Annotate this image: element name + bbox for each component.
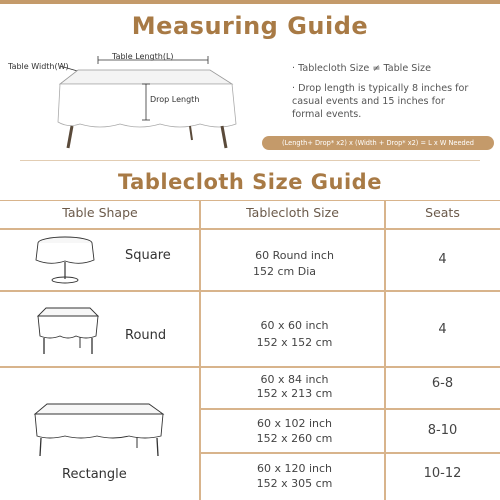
note-size: · Tablecloth Size ≠ Table Size [292,63,431,74]
size-guide-title: Tablecloth Size Guide [118,170,382,194]
grid-top [0,200,500,201]
row3-size-line2: 152 x 213 cm [256,387,333,400]
row1-size-line2: 152 cm Dia [252,265,317,278]
row2-size-line1: 60 x 60 inch [260,319,329,332]
row2-shape: Round [125,328,167,343]
grid-row2-bottom [0,366,500,368]
rectangle-table-icon [25,398,175,460]
row1-seats: 4 [438,252,447,267]
note-drop: · Drop length is typically 8 inches for casual events and 15 inches for formal events. [292,83,469,120]
row4-size-line1: 60 x 102 inch [256,417,333,430]
round-table-icon [30,234,100,286]
measuring-guide-title: Measuring Guide [131,12,369,40]
grid-row4-bottom [200,452,500,454]
row5-seats: 10-12 [423,466,462,481]
row2-size-line2: 152 x 152 cm [256,336,333,349]
table-width-label: Table Width(W) [8,62,69,71]
top-border [0,0,500,4]
table-length-label: Table Length(L) [112,52,174,61]
square-table-icon [30,300,105,358]
header-table-shape: Table Shape [62,205,138,220]
row4-size-line2: 152 x 260 cm [256,432,333,445]
grid-col2 [384,200,386,500]
header-seats: Seats [425,205,460,220]
row5-size-line2: 152 x 305 cm [256,477,333,490]
grid-row1-bottom [0,290,500,292]
grid-col1 [199,200,201,500]
grid-header-bottom [0,228,500,230]
row1-size-line1: 60 Round inch [255,249,334,262]
row3-seats: 6-8 [431,376,454,391]
section-divider [20,160,480,161]
formula-banner: (Length+ Drop* x2) x (Width + Drop* x2) = L x W Needed [262,136,494,150]
row3-size-line1: 60 x 84 inch [260,373,329,386]
row1-shape: Square [125,248,171,263]
header-tablecloth-size: Tablecloth Size [246,205,339,220]
row2-seats: 4 [438,322,447,337]
row5-size-line1: 60 x 120 inch [256,462,333,475]
row4-seats: 8-10 [427,423,458,438]
grid-row3-bottom [200,408,500,410]
row5-shape: Rectangle [62,467,127,482]
drop-length-label: Drop Length [150,95,200,104]
